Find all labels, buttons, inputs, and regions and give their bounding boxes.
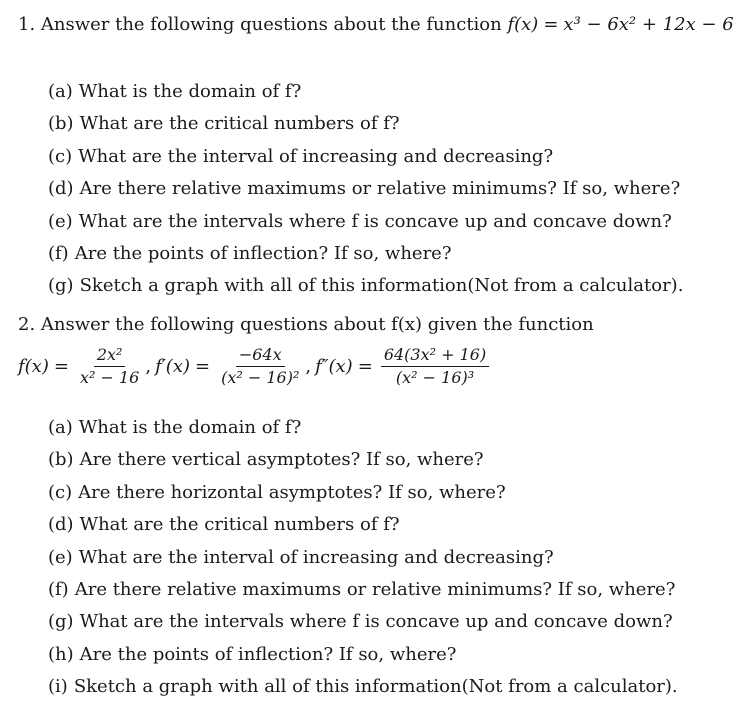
question-label: (g) — [48, 611, 74, 633]
question-text: Are there relative maximums or relative minimums? If so, where? — [79, 178, 681, 200]
question-text: Sketch a graph with all of this information(Not from a calculator). — [73, 676, 678, 698]
f-denominator: x² − 16 — [79, 367, 140, 387]
question-item — [48, 76, 683, 108]
question-label: (f) — [48, 578, 69, 600]
question-label: (d) — [48, 178, 74, 200]
question-label: (f) — [48, 242, 69, 264]
question-item — [48, 141, 683, 173]
problem-2-header: 2. Answer the following questions about f(x) given the function — [18, 314, 594, 335]
question-item — [48, 412, 678, 444]
question-item — [48, 606, 678, 638]
question-item — [48, 238, 683, 270]
question-label: (a) — [48, 81, 73, 102]
question-text: What are the intervals where f is concave up and concave down? — [78, 210, 672, 232]
question-text: What is the domain of f? — [78, 81, 302, 102]
question-text: What are the intervals where f is concave up and concave down? — [79, 611, 673, 633]
question-label: (g) — [48, 275, 74, 297]
question-text: What is the domain of f? — [78, 417, 302, 438]
question-text: Are the points of inflection? If so, where? — [79, 643, 457, 665]
question-label: (e) — [48, 210, 73, 232]
f-numerator: 2x² — [94, 346, 126, 367]
problem-1-function: f(x) = x³ − 6x² + 12x − 6 — [507, 14, 734, 35]
fprime-fraction — [218, 346, 302, 387]
question-item — [48, 444, 678, 476]
question-text: What are the interval of increasing and decreasing? — [78, 145, 554, 167]
problem-2-questions — [48, 412, 678, 704]
question-item — [48, 108, 683, 140]
question-text: Are there vertical asymptotes? If so, where? — [79, 449, 484, 471]
question-label: (b) — [48, 113, 74, 135]
question-text: Sketch a graph with all of this information(Not from a calculator). — [79, 275, 684, 297]
problem-1-header-text: 1. Answer the following questions about the function — [18, 14, 502, 35]
problem-1-questions — [48, 76, 683, 303]
problem-2-formulas: f(x) = $\frac{\text{2x²}}{\text{x² − 16}}$ , f′(x) = $\frac{-64x}{\text{(x² − 16)²}}$ , f″(x) = $\frac{\text{64(3x² + 16)}}{\text{(x² − 16)³}}$ — [18, 340, 492, 392]
question-label: (c) — [48, 145, 73, 167]
question-text: What are the interval of increasing and decreasing? — [78, 546, 554, 568]
question-item — [48, 173, 683, 205]
question-label: (h) — [48, 643, 74, 665]
fprime-denominator: (x² − 16)² — [221, 367, 300, 387]
problem-1-function-rhs: x³ − 6x² + 12x − 6 — [563, 14, 734, 35]
question-label: (a) — [48, 417, 73, 438]
question-item — [48, 639, 678, 671]
question-label: (i) — [48, 676, 68, 698]
question-item — [48, 671, 678, 703]
question-item — [48, 477, 678, 509]
question-item — [48, 574, 678, 606]
fdoubleprime-fraction — [381, 346, 489, 387]
question-text: What are the critical numbers of f? — [79, 514, 400, 536]
question-label: (d) — [48, 514, 74, 536]
question-text: Are there relative maximums or relative minimums? If so, where? — [74, 578, 676, 600]
problem-1-header — [18, 14, 734, 35]
problem-1-function-lhs: f(x) — [507, 14, 539, 35]
question-item — [48, 542, 678, 574]
f-fraction — [77, 346, 142, 387]
question-text: What are the critical numbers of f? — [79, 113, 400, 135]
question-item — [48, 270, 683, 302]
fdoubleprime-numerator: 64(3x² + 16) — [381, 346, 489, 367]
question-item — [48, 509, 678, 541]
f-lhs: f(x) — [18, 355, 49, 377]
question-label: (c) — [48, 481, 73, 503]
fdoubleprime-lhs: f″(x) — [315, 355, 353, 377]
question-label: (e) — [48, 546, 73, 568]
fprime-numerator: −64x — [236, 346, 285, 367]
question-text: Are there horizontal asymptotes? If so, where? — [78, 481, 506, 503]
question-text: Are the points of inflection? If so, where? — [74, 242, 452, 264]
fprime-lhs: f′(x) — [155, 355, 191, 377]
fdoubleprime-denominator: (x² − 16)³ — [395, 367, 475, 387]
question-item — [48, 206, 683, 238]
question-label: (b) — [48, 449, 74, 471]
